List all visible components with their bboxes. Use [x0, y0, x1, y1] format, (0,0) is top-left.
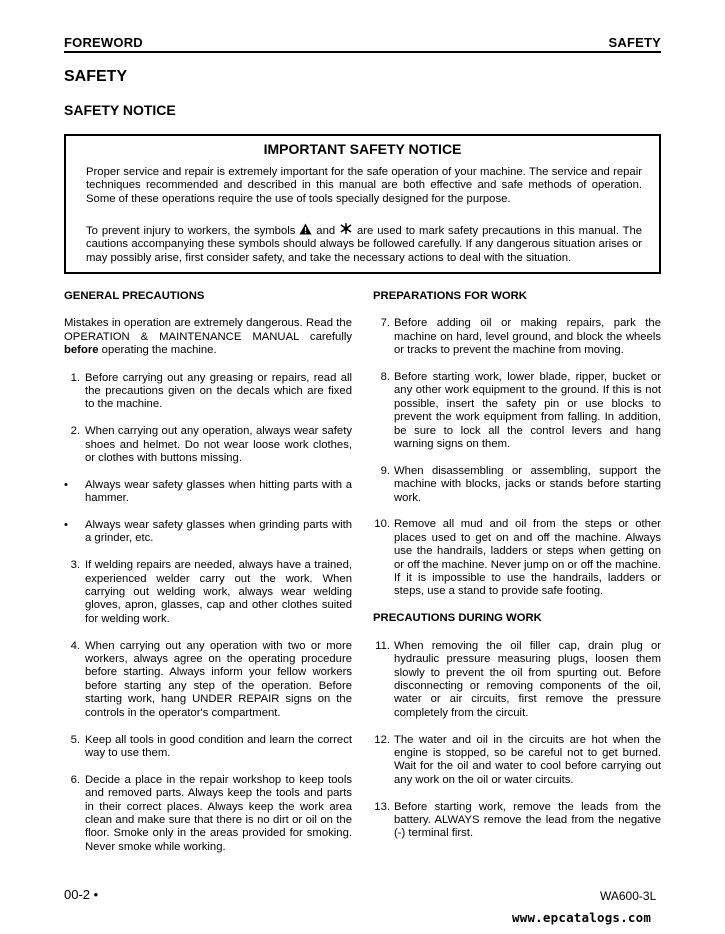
notice-title: IMPORTANT SAFETY NOTICE	[263, 141, 462, 157]
notice-paragraph-2-and: and	[316, 225, 336, 237]
item-text: If welding repairs are needed, always have a trained, experienced welder carry out the work. When carrying out welding work, always wear welding gloves, apron, glasses, cap and other clothes suited for welding work.	[85, 559, 352, 625]
list-item	[373, 317, 661, 357]
model-code: WA600-3L	[600, 889, 657, 903]
warning-triangle-icon	[299, 223, 312, 235]
page-title: SAFETY	[64, 68, 128, 85]
item-marker: 12.	[374, 733, 390, 746]
item-text: Remove all mud and oil from the steps or other places used to get on and off the machine. Always use the handrails, ladders or steps when getting on or off the machine. Never jump on or off the machine. If it is impossible to use the handrails, ladders or steps, use a stand to provide safe footing.	[394, 518, 661, 598]
item-marker: 6.	[70, 773, 80, 786]
item-marker: 1.	[70, 371, 80, 384]
page-number: 00-2 •	[64, 887, 99, 902]
page-header	[64, 35, 661, 53]
notice-paragraph-2-rest: are used to mark safety precautions in this manual. The cautions accompanying these symbols should always be followed carefully. If any dangerous situation arises or may possibly arise, first consider safety, and take the necessary actions to deal with the situation.	[86, 225, 643, 264]
item-text: When carrying out any operation, always wear safety shoes and helmet. Do not wear loose work clothes, or clothes with buttons missing.	[85, 425, 352, 465]
header-topic: SAFETY	[608, 35, 661, 50]
list-item	[64, 479, 352, 506]
list-item	[64, 774, 352, 854]
general-intro	[64, 317, 352, 357]
list-item	[373, 371, 661, 451]
caution-star-icon	[339, 222, 353, 235]
work-precautions-column	[373, 290, 661, 854]
list-item	[373, 465, 661, 505]
general-intro-bold: before	[64, 344, 99, 357]
list-item	[64, 640, 352, 720]
general-intro-end: operating the machine.	[101, 344, 217, 357]
preparations-heading: PREPARATIONS FOR WORK	[373, 290, 527, 302]
item-text: Before starting work, lower blade, ripper, bucket or any other work equipment to the ground. If this is not possible, insert the safety pin or use blocks to prevent the work equipment from falling. In addition, be sure to lock all the control levers and hang warning signs on them.	[394, 371, 661, 451]
list-item	[373, 518, 661, 598]
item-marker: 10.	[374, 518, 390, 531]
list-item	[64, 372, 352, 412]
item-text: Before adding oil or making repairs, park the machine on hard, level ground, and block the wheels or tracks to prevent the machine from moving.	[394, 317, 661, 357]
notice-paragraph-2	[86, 222, 642, 265]
item-text: Always wear safety glasses when hitting parts with a hammer.	[85, 478, 352, 505]
header-section: FOREWORD	[64, 35, 143, 50]
item-text: The water and oil in the circuits are hot when the engine is stopped, so be careful not to get burned. Wait for the oil and water to cool before carrying out any work on the oil or water circuits.	[394, 733, 661, 786]
item-marker: 9.	[380, 464, 390, 477]
item-marker: 11.	[375, 639, 390, 652]
item-marker: 7.	[380, 317, 390, 330]
list-item	[64, 519, 352, 546]
list-item	[64, 734, 352, 761]
item-text: When carrying out any operation with two or more workers, always agree on the operating procedure before starting. Always inform your fellow workers before starting any step of the operation. Before starting work, hang UNDER REPAIR signs on the controls in the operator's compartment.	[85, 639, 352, 719]
notice-paragraph-1: Proper service and repair is extremely important for the safe operation of your machine. The service and repair techniques recommended and described in this manual are both effective and safe methods of operation. Some of these operations require the use of tools specially designed for the purpose.	[86, 166, 642, 205]
item-text: Before starting work, remove the leads from the battery. ALWAYS remove the lead from the negative (-) terminal first.	[394, 800, 661, 840]
item-text: Decide a place in the repair workshop to keep tools and removed parts. Always keep the tools and parts in their correct places. Always keep the work area clean and make sure that there is no dirt or oil on the floor. Smoke only in the areas provided for smoking. Never smoke while working.	[85, 773, 352, 853]
notice-paragraph-2-start: To prevent injury to workers, the symbols	[86, 225, 296, 237]
item-marker: 2.	[70, 425, 80, 438]
item-text: Always wear safety glasses when grinding parts with a grinder, etc.	[85, 519, 352, 545]
item-marker: 4.	[70, 639, 80, 652]
section-title: SAFETY NOTICE	[64, 102, 176, 118]
list-item	[64, 425, 352, 465]
watermark-url: www.epcatalogs.com	[512, 910, 652, 925]
list-item	[373, 640, 661, 720]
item-text: When disassembling or assembling, support the machine with blocks, jacks or stands before starting work.	[394, 464, 661, 504]
item-text: When removing the oil filler cap, drain plug or hydraulic pressure measuring plugs, loosen them slowly to prevent the oil from spurting out. Before disconnecting or removing components of the oil, water or air circuits, first remove the pressure completely from the circuit.	[394, 639, 661, 719]
item-marker: 8.	[380, 371, 390, 384]
bullet-marker: •	[64, 519, 68, 532]
item-text: Before carrying out any greasing or repairs, read all the precautions given on the decals which are fixed to the machine.	[85, 371, 352, 411]
item-marker: 13.	[374, 800, 390, 813]
list-item	[373, 801, 661, 841]
important-safety-notice-box	[64, 134, 661, 274]
general-precautions-column	[64, 290, 352, 868]
general-intro-start: Mistakes in operation are extremely dangerous. Read the OPERATION & MAINTENANCE MANUAL carefully	[64, 317, 352, 343]
item-text: Keep all tools in good condition and learn the correct way to use them.	[85, 733, 352, 759]
bullet-marker: •	[64, 478, 68, 491]
item-marker: 3.	[70, 559, 80, 572]
list-item	[64, 559, 352, 626]
list-item	[373, 734, 661, 788]
general-precautions-heading: GENERAL PRECAUTIONS	[64, 290, 205, 302]
item-marker: 5.	[70, 733, 80, 746]
during-work-heading: PRECAUTIONS DURING WORK	[373, 612, 542, 625]
